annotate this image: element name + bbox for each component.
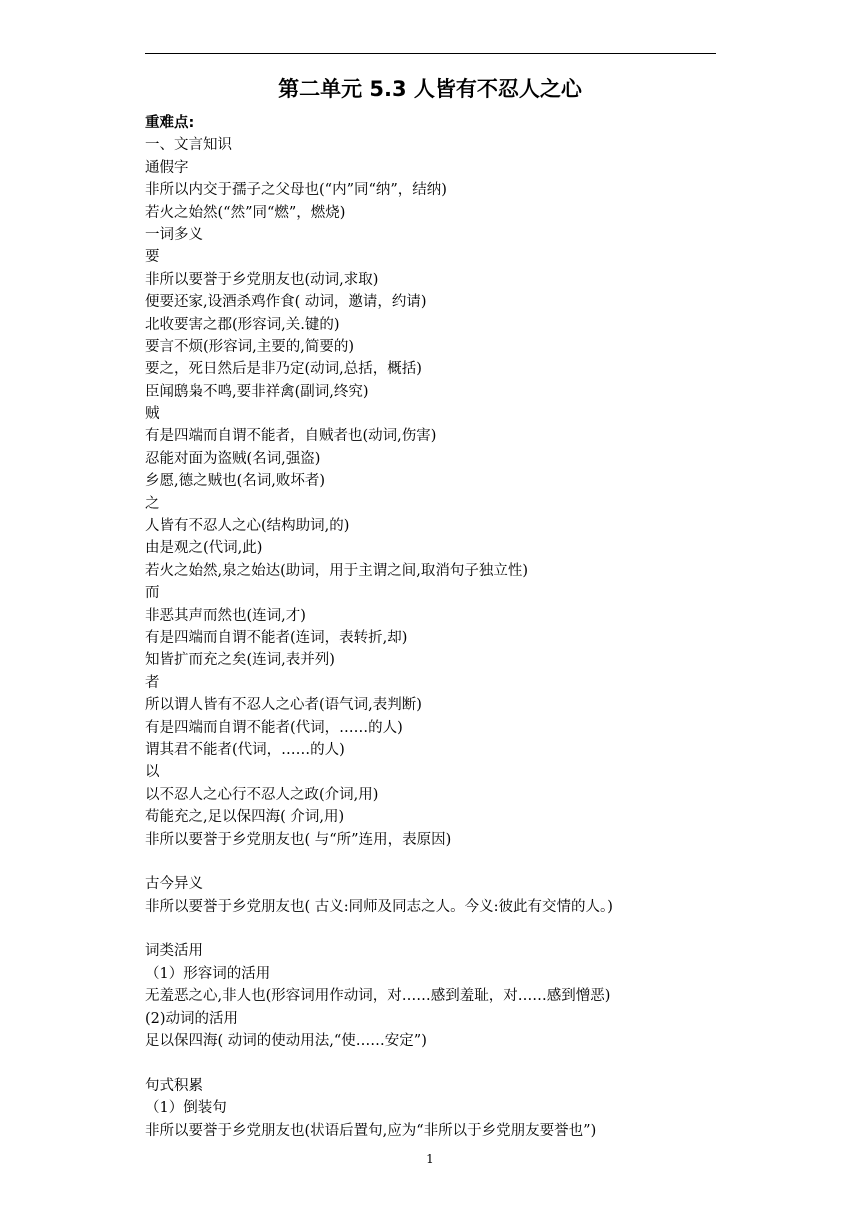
text-line: 非所以内交于孺子之父母也(“内”同“纳”，结纳) xyxy=(145,182,447,199)
text-line: 臣闻鸱枭不鸣,要非祥禽(副词,终究) xyxy=(145,383,369,400)
text-line: 贼 xyxy=(145,406,160,423)
text-line: 要言不烦(形容词,主要的,简要的) xyxy=(145,338,355,355)
text-line: 非所以要誉于乡党朋友也(状语后置句,应为“非所以于乡党朋友要誉也”) xyxy=(145,1122,597,1139)
text-line: （1）倒装句 xyxy=(145,1100,227,1117)
text-line: 非恶其声而然也(连词,才) xyxy=(145,607,306,624)
text-line: 乡愿,德之贼也(名词,败坏者) xyxy=(145,473,326,490)
page-number: 1 xyxy=(426,1152,434,1166)
text-line: 所以谓人皆有不忍人之心者(语气词,表判断) xyxy=(145,697,422,714)
text-line: 有是四端而自谓不能者(代词，……的人) xyxy=(145,719,403,736)
text-line: 以不忍人之心行不忍人之政(介词,用) xyxy=(145,786,379,803)
text-line: 苟能充之,足以保四海( 介词,用) xyxy=(145,809,345,826)
text-line: 通假字 xyxy=(145,159,189,176)
blank-line xyxy=(145,918,725,940)
blank-line xyxy=(145,1052,725,1074)
text-line: 人皆有不忍人之心(结构助词,的) xyxy=(145,518,350,535)
text-line: 非所以要誉于乡党朋友也(动词,求取) xyxy=(145,271,379,288)
text-line: 有是四端而自谓不能者(连词，表转折,却) xyxy=(145,629,408,646)
text-line: 词类活用 xyxy=(145,943,203,960)
text-line: 而 xyxy=(145,585,160,602)
text-line: 者 xyxy=(145,674,160,691)
text-line: 一词多义 xyxy=(145,226,203,243)
document-body xyxy=(145,112,725,1142)
text-line: 忍能对面为盗贼(名词,强盗) xyxy=(145,450,321,467)
text-line: 由是观之(代词,此) xyxy=(145,540,263,557)
text-line: 谓其君不能者(代词，……的人) xyxy=(145,741,345,758)
text-line: 非所以要誉于乡党朋友也( 古义:同师及同志之人。今义:彼此有交情的人。) xyxy=(145,898,613,915)
text-line: 一、文言知识 xyxy=(145,137,232,154)
text-line: 古今异义 xyxy=(145,876,203,893)
text-line: 北收要害之郡(形容词,关.键的) xyxy=(145,316,340,333)
text-line: 以 xyxy=(145,764,160,781)
page-title: 第二单元 5.3 人皆有不忍人之心 xyxy=(278,77,582,101)
text-line: 有是四端而自谓不能者，自贼者也(动词,伤害) xyxy=(145,428,437,445)
text-line: 要 xyxy=(145,249,160,266)
text-line: 无羞恶之心,非人也(形容词用作动词，对……感到羞耻，对……感到憎恶) xyxy=(145,988,611,1005)
text-line: 之 xyxy=(145,495,160,512)
text-line: (2)动词的活用 xyxy=(145,1010,239,1027)
blank-line xyxy=(145,851,725,873)
text-line: 非所以要誉于乡党朋友也( 与“所”连用，表原因) xyxy=(145,831,452,848)
header-rule xyxy=(145,53,716,54)
text-line: 要之，死日然后是非乃定(动词,总括，概括) xyxy=(145,361,422,378)
text-line: （1）形容词的活用 xyxy=(145,965,271,982)
text-line: 句式积累 xyxy=(145,1077,203,1094)
text-line: 知皆扩而充之矣(连词,表并列) xyxy=(145,652,335,669)
text-line: 若火之始然(“然”同“燃”，燃烧) xyxy=(145,204,346,221)
text-line: 重难点: xyxy=(145,115,195,131)
text-line: 便要还家,设酒杀鸡作食( 动词，邀请，约请) xyxy=(145,294,427,311)
text-line: 若火之始然,泉之始达(助词，用于主谓之间,取消句子独立性) xyxy=(145,562,529,579)
text-line: 足以保四海( 动词的使动用法,“使……安定”) xyxy=(145,1033,427,1050)
